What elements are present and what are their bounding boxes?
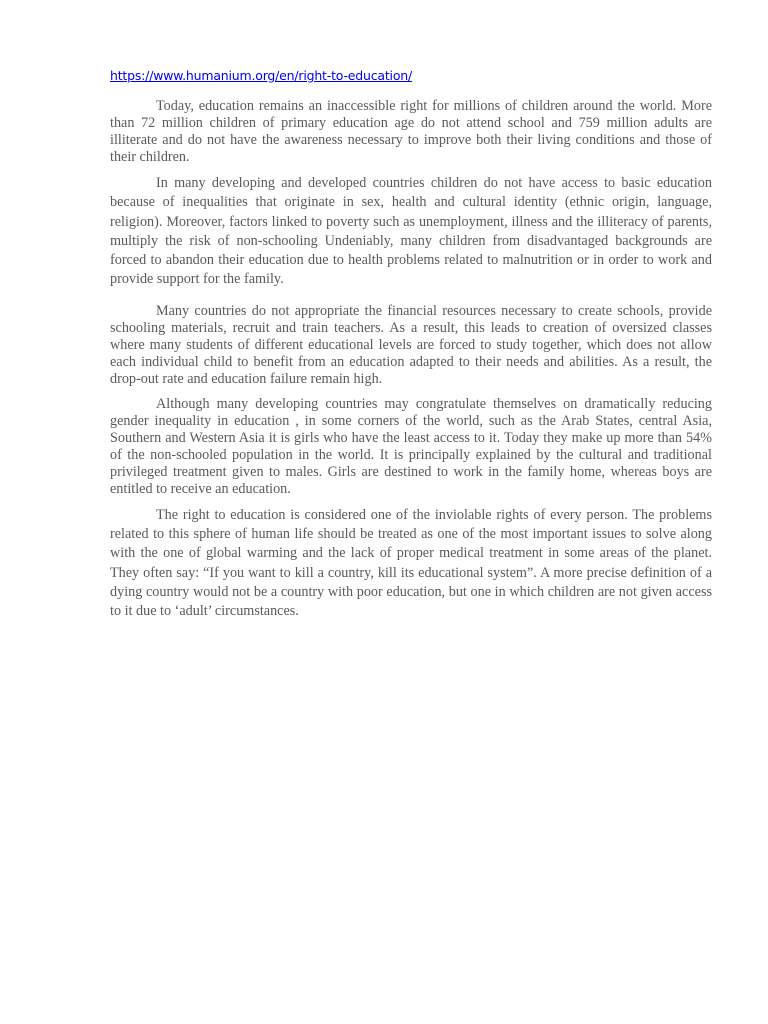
paragraph-financial-resources: Many countries do not appropriate the financial resources necessary to create schools, provide schooling materials, recruit and train teachers. As a result, this leads to creation of oversized classes where many students of different educational levels are forced to study together, which does not allow each individual child to benefit from an education adapted to their needs and abilities. As a result, the drop-out rate and education failure remain high.	[110, 302, 712, 387]
source-link[interactable]: https://www.humanium.org/en/right-to-education/	[110, 68, 412, 83]
paragraph-inequalities: In many developing and developed countries children do not have access to basic education because of inequalities that originate in sex, health and cultural identity (ethnic origin, language, religion). Moreover, factors linked to poverty such as unemployment, illness and the illiteracy of parents, multiply the risk of non-schooling Undeniably, many children from disadvantaged backgrounds are forced to abandon their education due to health problems related to malnutrition or in order to work and provide support for the family.	[110, 175, 712, 288]
paragraph-gender-inequality: Although many developing countries may congratulate themselves on dramatically reducing gender inequality in education , in some corners of the world, such as the Arab States, central Asia, Southern and Western Asia it is girls who have the least access to it. Today they make up more than 54% of the non-schooled population in the world. It is principally explained by the cultural and traditional privileged treatment given to males. Girls are destined to work in the family home, whereas boys are entitled to receive an education.	[110, 395, 712, 497]
paragraph-inviolable-right: The right to education is considered one of the inviolable rights of every person. The problems related to this sphere of human life should be treated as one of the most important issues to solve along with the one of global warming and the lack of proper medical treatment in some areas of the planet. They often say: “If you want to kill a country, kill its educational system”. A more precise definition of a dying country would not be a country with poor education, but one in which children are not given access to it due to ‘adult’ circumstances.	[110, 506, 712, 620]
paragraph-access-overview: Today, education remains an inaccessible right for millions of children around the world. More than 72 million children of primary education age do not attend school and 759 million adults are illiterate and do not have the awareness necessary to improve both their living conditions and those of their children.	[110, 98, 712, 165]
document-body	[110, 98, 712, 622]
